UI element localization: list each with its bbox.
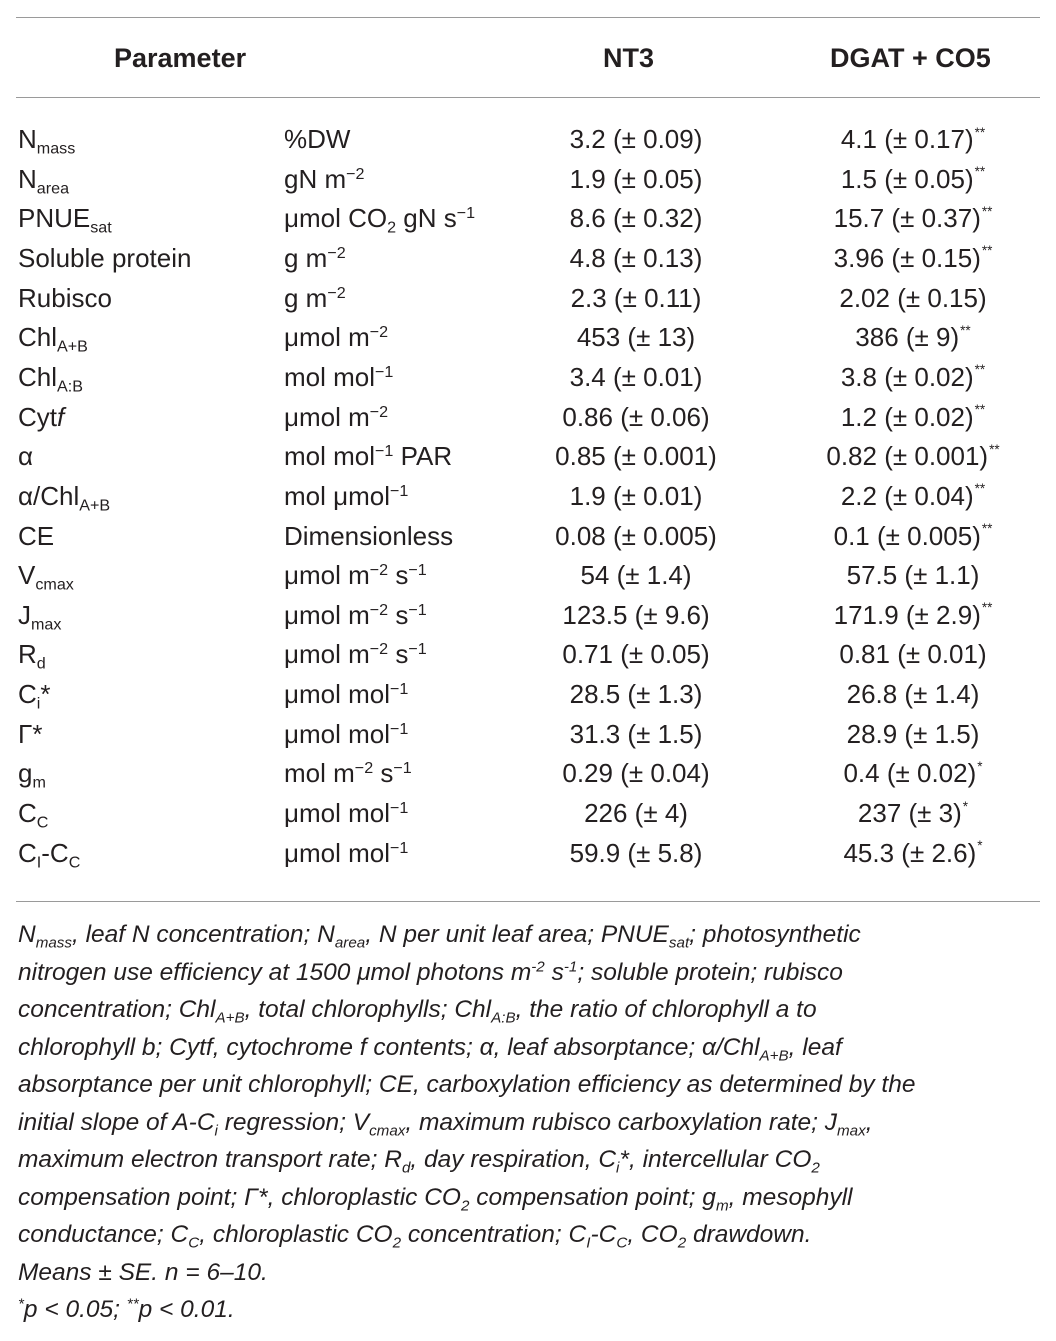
dgat-co5-value: 237 (± 3)* [857, 798, 969, 829]
parameter-unit: g $m^{-2}$ [284, 242, 346, 273]
table-row [0, 317, 1056, 357]
significance-marker: ** [974, 402, 986, 418]
nt3-value: 31.3 (± 1.5) [569, 718, 703, 749]
parameter-name: CE [18, 520, 55, 551]
table-row [0, 357, 1056, 397]
parameter-name: $J_{max}$ [18, 599, 62, 634]
dgat-co5-value: 1.5 (± 0.05)** [840, 163, 986, 194]
dgat-co5-value: 2.2 (± 0.04)** [840, 480, 986, 511]
nt3-value: 59.9 (± 5.8) [569, 837, 703, 868]
parameter-unit: %DW [284, 124, 351, 154]
parameter-unit: μmol mol$^{-1}$ [284, 718, 409, 749]
dgat-co5-value: 15.7 (± 0.37)** [833, 203, 993, 234]
footnote-line: compensation point; Γ*, chloroplastic $CO_2$ compensation point; $g_m$, mesophyll [18, 1183, 853, 1214]
nt3-value: 28.5 (± 1.3) [569, 679, 703, 710]
parameter-unit: μmol $m^{-2}$ $s^{-1}$ [284, 560, 427, 591]
significance-marker: * [962, 798, 969, 814]
significance-marker: ** [960, 322, 971, 338]
nt3-value: 54 (± 1.4) [580, 560, 692, 591]
top-rule [16, 17, 1040, 18]
nt3-value: 0.29 (± 0.04) [562, 758, 710, 789]
parameter-unit: mol mol$^{-1}$ PAR [284, 441, 453, 472]
nt3-value: 1.9 (± 0.01) [569, 480, 703, 511]
parameter-unit: Dimensionless [284, 520, 454, 551]
parameter-unit: μmol mol$^{-1}$ [284, 679, 409, 710]
significance-marker: ** [981, 600, 993, 616]
footnote-significance: *p < 0.05; **p < 0.01. [18, 1295, 235, 1323]
parameter-name: α/Chl$_{A+B}$ [18, 480, 111, 515]
nt3-value: 4.8 (± 0.13) [569, 242, 703, 273]
significance-marker: ** [974, 481, 986, 497]
footnote-line: initial slope of $A-C_i$ regression; $V_{cmax}$, maximum rubisco carboxylation rate; $J_{max}$, [18, 1108, 873, 1139]
parameter-name: $V_{cmax}$ [18, 560, 74, 594]
table-row [0, 714, 1056, 754]
nt3-value: 453 (± 13) [576, 322, 696, 353]
dgat-co5-value: 45.3 (± 2.6)* [843, 837, 983, 868]
dgat-co5-value: 0.1 (± 0.005)** [833, 520, 993, 551]
nt3-value: 1.9 (± 0.05) [569, 163, 703, 194]
table-row [0, 595, 1056, 635]
nt3-value: 8.6 (± 0.32) [569, 203, 703, 234]
table-row [0, 278, 1056, 318]
nt3-value: 0.85 (± 0.001) [555, 441, 717, 472]
table-row [0, 833, 1056, 873]
table-row [0, 436, 1056, 476]
parameter-name: $C_i*$ [18, 679, 51, 713]
nt3-value: 3.4 (± 0.01) [569, 361, 703, 392]
table-row [0, 634, 1056, 674]
table-row [0, 555, 1056, 595]
nt3-value: 0.71 (± 0.05) [562, 639, 710, 670]
header-dgat-co5: DGAT + CO5 [830, 43, 991, 73]
parameter-unit: mol mol$^{-1}$ [284, 361, 394, 392]
parameter-unit: μmol $m^{-2}$ [284, 322, 389, 353]
parameter-name: Γ* [18, 718, 43, 749]
parameter-name: Soluble protein [18, 242, 192, 273]
dgat-co5-value: 0.4 (± 0.02)* [843, 758, 983, 789]
significance-marker: ** [981, 203, 993, 219]
table-row [0, 753, 1056, 793]
parameter-unit: g $m^{-2}$ [284, 282, 346, 313]
dgat-co5-value: 1.2 (± 0.02)** [840, 401, 986, 432]
nt3-value: 0.08 (± 0.005) [555, 520, 717, 551]
nt3-value: 0.86 (± 0.06) [562, 401, 710, 432]
parameter-name: Chl$_{A+B}$ [18, 322, 88, 356]
parameter-name: $R_d$ [18, 639, 46, 674]
dgat-co5-value: 26.8 (± 1.4) [846, 679, 980, 710]
dgat-co5-value: 0.82 (± 0.001)** [826, 441, 1000, 472]
nt3-value: 3.2 (± 0.09) [569, 124, 703, 154]
header-rule [16, 97, 1040, 98]
nt3-value: 226 (± 4) [584, 798, 688, 829]
significance-marker: * [977, 838, 983, 854]
parameter-unit: gN $m^{-2}$ [284, 163, 365, 194]
footnote-line: concentration; Chl$_{A+B}$, total chlorophylls; Chl$_{A:B}$, the ratio of chlorophyll a to [18, 996, 817, 1027]
footnote-means: Means ± SE. n = 6–10. [18, 1258, 268, 1286]
parameter-name: $g_m$ [18, 758, 46, 793]
significance-marker: ** [974, 124, 986, 140]
dgat-co5-value: 0.81 (± 0.01) [839, 639, 987, 670]
parameter-unit: μmol $m^{-2}$ [284, 401, 389, 432]
dgat-co5-value: 3.96 (± 0.15)** [833, 242, 993, 273]
parameter-name: $C_I-C_C$ [18, 837, 81, 872]
table-footnote [18, 916, 1028, 1329]
table-row [0, 198, 1056, 238]
dgat-co5-value: 386 (± 9)** [855, 322, 971, 353]
significance-marker: ** [974, 362, 986, 378]
significance-marker: ** [981, 243, 993, 259]
footnote-line: $N_{mass}$, leaf N concentration; $N_{area}$, N per unit leaf area; $PNUE_{sat}$; photosynthetic [18, 921, 861, 952]
header-nt3: NT3 [603, 43, 655, 73]
footnote-line: maximum electron transport rate; $R_d$, day respiration, $C_i*$, intercellular $CO_2$ [18, 1146, 820, 1177]
parameter-unit: μmol $m^{-2}$ $s^{-1}$ [284, 639, 427, 670]
parameter-name: $N_{area}$ [18, 163, 70, 198]
table-row [0, 476, 1056, 516]
footnote-line: nitrogen use efficiency at 1500 μmol photons $m^{-2}$ $s^{-1}$; soluble protein; rubisco [18, 958, 843, 986]
significance-marker: ** [974, 164, 986, 180]
parameter-name: $C_C$ [18, 798, 49, 832]
table-row [0, 793, 1056, 833]
footnote-line: absorptance per unit chlorophyll; CE, carboxylation efficiency as determined by the [18, 1071, 916, 1098]
table-row [0, 516, 1056, 556]
parameter-name: Chl$_{A:B}$ [18, 361, 83, 396]
table-row [0, 159, 1056, 199]
table-row [0, 397, 1056, 437]
parameter-name: α [18, 441, 34, 472]
parameter-unit: μmol $m^{-2}$ $s^{-1}$ [284, 599, 427, 630]
bottom-rule [16, 901, 1040, 902]
significance-marker: * [977, 758, 983, 774]
footnote-line: chlorophyll b; Cytf, cytochrome f contents; α, leaf absorptance; α/Chl$_{A+B}$, leaf [18, 1033, 842, 1064]
dgat-co5-value: 171.9 (± 2.9)** [833, 599, 993, 630]
table-row [0, 674, 1056, 714]
parameter-name: $PNUE_{sat}$ [18, 203, 112, 237]
parameter-name: Rubisco [18, 282, 112, 313]
parameter-name: $N_{mass}$ [18, 124, 76, 158]
parameter-unit: μmol mol$^{-1}$ [284, 837, 409, 868]
dgat-co5-value: 2.02 (± 0.15) [839, 282, 987, 313]
dgat-co5-value: 4.1 (± 0.17)** [840, 124, 986, 154]
dgat-co5-value: 57.5 (± 1.1) [846, 560, 980, 591]
parameter-unit: mol $m^{-2}$ $s^{-1}$ [284, 758, 412, 789]
header-parameter: Parameter [114, 43, 247, 73]
parameter-unit: μmol mol$^{-1}$ [284, 798, 409, 829]
parameter-name: Cytf [18, 401, 65, 432]
table-row [0, 119, 1056, 159]
nt3-value: 2.3 (± 0.11) [570, 282, 702, 313]
table-row [0, 238, 1056, 278]
footnote-line: conductance; $C_C$, chloroplastic $CO_2$ concentration; $C_I-C_C$, $CO_2$ drawdown. [18, 1221, 812, 1252]
dgat-co5-value: 28.9 (± 1.5) [846, 718, 980, 749]
parameter-unit: μmol $CO_2$ gN $s^{-1}$ [284, 203, 476, 237]
significance-marker: ** [989, 441, 1000, 457]
dgat-co5-value: 3.8 (± 0.02)** [840, 361, 986, 392]
nt3-value: 123.5 (± 9.6) [562, 599, 710, 630]
parameter-unit: mol μmol$^{-1}$ [284, 480, 409, 511]
significance-marker: ** [981, 521, 993, 537]
